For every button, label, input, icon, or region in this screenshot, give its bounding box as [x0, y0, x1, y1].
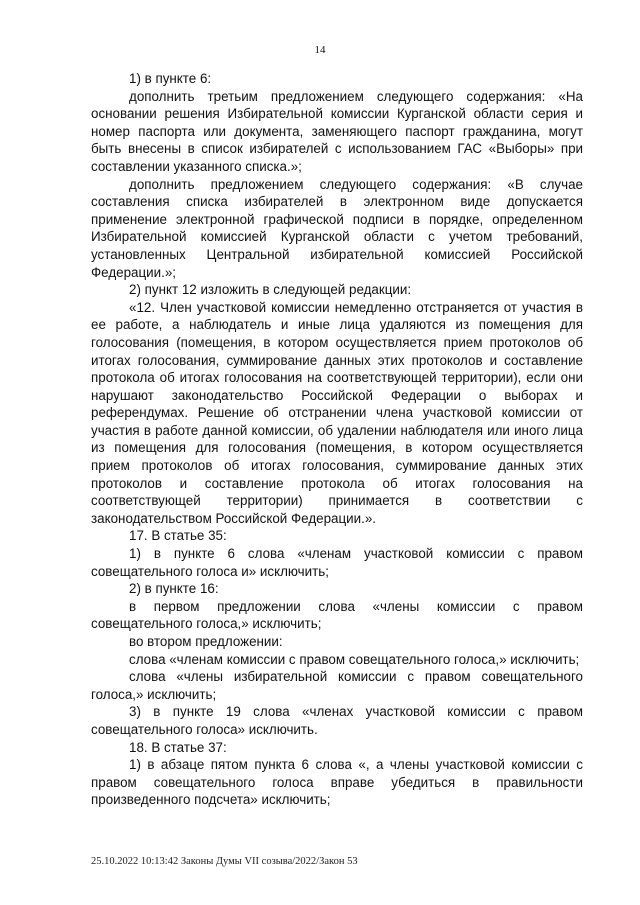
paragraph: 3) в пункте 19 слова «членах участковой комиссии с правом совещательного голоса» исключить. [91, 704, 583, 737]
paragraph: в первом предложении слова «члены комиссии с правом совещательного голоса,» исключить; [91, 598, 583, 632]
paragraph: 2) в пункте 16: [129, 581, 219, 597]
document-footer: 25.10.2022 10:13:42 Законы Думы VII созыва/2022/Закон 53 [91, 856, 358, 867]
paragraph: дополнить третьим предложением следующего содержания: «На основании решения Избирательной комиссии Курганской области серия и номер паспорта или документа, заменяющего паспорт гражданина, могут быть внесены в список избирателей с использованием ГАС «Выборы» при составлении указанного списка.»; [91, 88, 583, 174]
paragraph: 2) пункт 12 изложить в следующей редакции: [129, 282, 412, 298]
paragraph: 17. В статье 35: [129, 528, 227, 544]
paragraph: 1) в пункте 6 слова «членам участковой комиссии с правом совещательного голоса и» исключить; [91, 546, 583, 579]
paragraph: 1) в абзаце пятом пункта 6 слова «, а члены участковой комиссии с правом совещательного голоса вправе убедиться в правильности произведенного подсчета» исключить; [91, 757, 583, 808]
paragraph: дополнить предложением следующего содержания: «В случае составления списка избирателей в электронном виде допускается применение электронной графической подписи в порядке, определенном Избирательной комиссией Курганской области с учетом требований, установленных Центральной избирательной комиссией Российской Федерации.»; [91, 176, 583, 280]
page-number: 14 [314, 44, 326, 56]
paragraph: 18. В статье 37: [129, 739, 227, 755]
paragraph: во втором предложении: [129, 634, 283, 649]
document-body [91, 70, 583, 809]
paragraph: слова «члены избирательной комиссии с правом совещательного голоса,» исключить; [91, 669, 583, 702]
paragraph: «12. Член участковой комиссии немедленно отстраняется от участия в ее работе, а наблюдатель и иные лица удаляются из помещения для голосования (помещения, в котором осуществляется прием протоколов об итогах голосования, суммирование данных этих протоколов и составление протокола об итогах голосования на соответствующей территории), если они нарушают законодательство Российской Федерации о выборах и референдумах. Решение об отстранении члена участковой комиссии от участия в работе данной комиссии, об удалении наблюдателя или иного лица из помещения для голосования (помещения, в котором осуществляется прием протоколов об итогах голосования, суммирование данных этих протоколов и составление протокола об итогах голосования на соответствующей территории) принимается в соответствии с законодательством Российской Федерации.». [91, 299, 583, 526]
paragraph: 1) в пункте 6: [129, 71, 212, 86]
paragraph: слова «членам комиссии с правом совещательного голоса,» исключить; [129, 651, 580, 667]
